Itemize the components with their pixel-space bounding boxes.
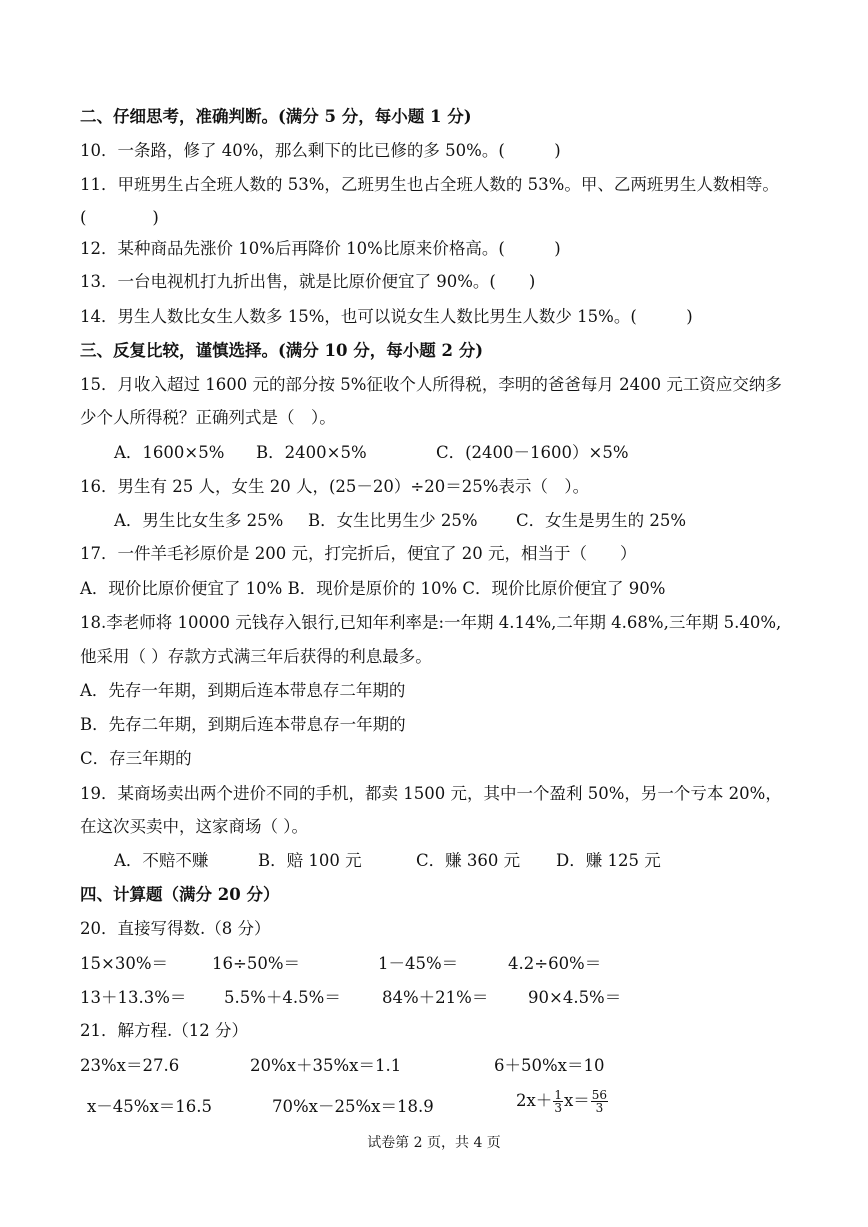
question-16-option-c: C．女生是男生的 25%	[516, 511, 687, 530]
calc-item: 15×30%＝	[80, 954, 168, 973]
question-11-line-2: ( )	[80, 208, 159, 227]
eq-pre: 2x＋	[516, 1091, 553, 1110]
question-10: 10．一条路，修了 40%，那么剩下的比已修的多 50%。( )	[80, 141, 561, 160]
calc-item: 90×4.5%＝	[528, 988, 622, 1007]
page-footer: 试卷第 2 页，共 4 页	[367, 1135, 501, 1151]
question-15-line-1: 15．月收入超过 1600 元的部分按 5%征收个人所得税，李明的爸爸每月 2400 元工资应交纳多	[80, 375, 782, 394]
calc-item: 1－45%＝	[378, 954, 459, 973]
question-18-option-c: C．存三年期的	[80, 749, 192, 768]
question-14: 14．男生人数比女生人数多 15%，也可以说女生人数比男生人数少 15%。( )	[80, 307, 693, 326]
question-18-option-b: B．先存二年期，到期后连本带息存一年期的	[80, 715, 406, 734]
question-19-option-d: D．赚 125 元	[556, 851, 661, 870]
calc-item: 13＋13.3%＝	[80, 988, 187, 1007]
calc-item: 84%＋21%＝	[382, 988, 489, 1007]
question-15-option-b: B．2400×5%	[256, 443, 367, 462]
equation-item: 70%x－25%x＝18.9	[272, 1097, 434, 1116]
question-18-option-a: A．先存一年期，到期后连本带息存二年期的	[80, 681, 406, 700]
section-2-heading: 二、仔细思考，准确判断。(满分 5 分，每小题 1 分)	[80, 107, 472, 126]
equation-item: 6＋50%x＝10	[494, 1056, 605, 1075]
fraction-denominator: 3	[554, 1101, 562, 1115]
calc-item: 16÷50%＝	[212, 954, 300, 973]
question-16: 16．男生有 25 人，女生 20 人，(25－20）÷20＝25%表示（ ）。	[80, 477, 590, 496]
fraction-denominator: 3	[595, 1101, 604, 1115]
question-18-line-1: 18.李老师将 10000 元钱存入银行,已知年利率是:一年期 4.14%,二年期 4.68%,三年期 5.40%,	[80, 613, 782, 632]
question-12: 12．某种商品先涨价 10%后再降价 10%比原来价格高。( )	[80, 239, 561, 258]
question-16-option-b: B．女生比男生少 25%	[308, 511, 478, 530]
equation-item: x－45%x＝16.5	[87, 1097, 213, 1116]
equation-item-fraction	[516, 1089, 609, 1114]
question-13: 13．一台电视机打九折出售，就是比原价便宜了 90%。( )	[80, 272, 536, 291]
question-11-line-1: 11．甲班男生占全班人数的 53%，乙班男生也占全班人数的 53%。甲、乙两班男生人数相等。	[80, 175, 779, 194]
question-19-line-1: 19．某商场卖出两个进价不同的手机，都卖 1500 元，其中一个盈利 50%，另一个亏本 20%，	[80, 784, 782, 803]
question-17-options: A．现价比原价便宜了 10% B．现价是原价的 10% C．现价比原价便宜了 90%	[80, 579, 666, 598]
equation-item: 20%x＋35%x＝1.1	[250, 1056, 402, 1075]
equation-item: 23%x＝27.6	[80, 1056, 180, 1075]
section-4-heading: 四、计算题（满分 20 分）	[80, 885, 280, 904]
fraction-56-thirds	[591, 1089, 608, 1114]
question-15-option-c: C．(2400－1600）×5%	[436, 443, 629, 462]
section-3-heading: 三、反复比较，谨慎选择。(满分 10 分，每小题 2 分)	[80, 341, 484, 360]
calc-item: 4.2÷60%＝	[508, 954, 602, 973]
question-19-option-a: A．不赔不赚	[114, 851, 209, 870]
question-18-line-2: 他采用（ ）存款方式满三年后获得的利息最多。	[80, 647, 432, 666]
calc-item: 5.5%＋4.5%＝	[224, 988, 341, 1007]
question-17: 17．一件羊毛衫原价是 200 元，打完折后，便宜了 20 元，相当于（ ）	[80, 544, 637, 563]
question-16-option-a: A．男生比女生多 25%	[114, 511, 284, 530]
eq-mid: x＝	[563, 1091, 590, 1110]
question-15-line-2: 少个人所得税？正确列式是（ ）。	[80, 408, 336, 427]
question-20: 20．直接写得数.（8 分）	[80, 919, 271, 938]
question-21: 21．解方程.（12 分）	[80, 1021, 248, 1040]
question-19-option-c: C．赚 360 元	[416, 851, 521, 870]
question-19-line-2: 在这次买卖中，这家商场（ ）。	[80, 817, 308, 836]
fraction-one-third	[553, 1089, 563, 1114]
fraction-numerator: 56	[591, 1088, 608, 1102]
question-15-option-a: A．1600×5%	[114, 443, 225, 462]
fraction-numerator: 1	[554, 1088, 562, 1102]
question-19-option-b: B．赔 100 元	[258, 851, 362, 870]
